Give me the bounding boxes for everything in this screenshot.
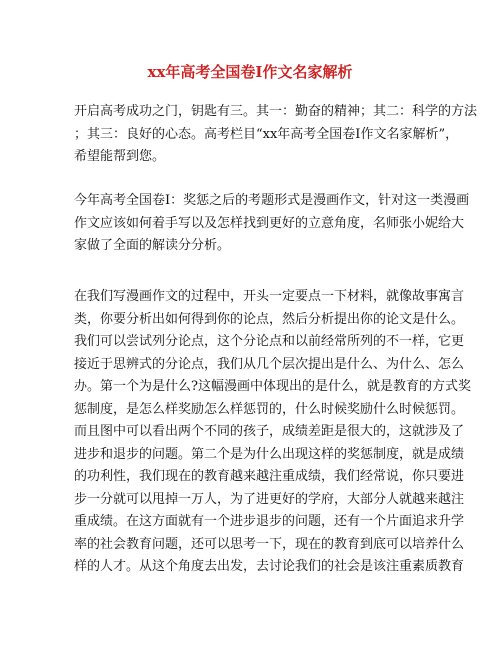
text-line: 办。第一个为是什么?这幅漫画中体现出的是什么，就是教育的方式奖 xyxy=(74,379,471,394)
text-line: 作文应该如何着手写以及怎样找到更好的立意角度，名师张小妮给大 xyxy=(74,215,465,231)
paragraph-intro xyxy=(74,101,478,169)
text-line: 今年高考全国卷Ⅰ：奖惩之后的考题形式是漫画作文，针对这一类漫画 xyxy=(74,193,470,208)
paragraph-analysis xyxy=(74,286,471,579)
text-line: ；其三：良好的心态。高考栏目“xx年高考全国卷Ⅰ作文名家解析”， xyxy=(74,126,459,142)
text-line: 家做了全面的解读分分析。 xyxy=(74,238,231,253)
paragraph-exam-topic xyxy=(74,190,470,258)
text-line: 步一分就可以甩掉一万人，为了进更好的学府，大部分人就越来越注 xyxy=(74,491,465,507)
text-line: 在我们写漫画作文的过程中，开头一定要点一下材料，就像故事寓言 xyxy=(74,289,465,304)
text-line: 的功利性，我们现在的教育越来越注重成绩，我们经常说，你只要进 xyxy=(74,469,465,484)
document-title: xx年高考全国卷Ⅰ作文名家解析 xyxy=(147,63,353,81)
text-line: 希望能帮到您。 xyxy=(74,149,166,164)
text-line: 接近于思辨式的分论点，我们从几个层次提出是什么、为什么、怎么 xyxy=(74,356,465,372)
text-line: 惩制度，是怎么样奖励怎么样惩罚的，什么时候奖励什么时候惩罚。 xyxy=(74,401,465,417)
text-line: 进步和退步的问题。第二个是为什么出现这样的奖惩制度，就是成绩 xyxy=(74,446,465,462)
text-line: 开启高考成功之门，钥匙有三。其一：勤奋的精神；其二：科学的方法 xyxy=(74,104,478,119)
text-line: 而且图中可以看出两个不同的孩子，成绩差距是很大的，这就涉及了 xyxy=(74,424,465,439)
text-line: 率的社会教育问题，还可以思考一下，现在的教育到底可以培养什么 xyxy=(74,536,465,552)
text-line: 样的人才。从这个角度去出发，去讨论我们的社会是该注重素质教育 xyxy=(74,559,465,574)
text-line: 我们可以尝试列分论点，这个分论点和以前经常所列的不一样，它更 xyxy=(74,334,465,349)
text-line: 类，你要分析出如何得到你的论点，然后分析提出你的论文是什么。 xyxy=(74,311,465,327)
text-line: 重成绩。在这方面就有一个进步退步的问题，还有一个片面追求升学 xyxy=(74,514,465,529)
